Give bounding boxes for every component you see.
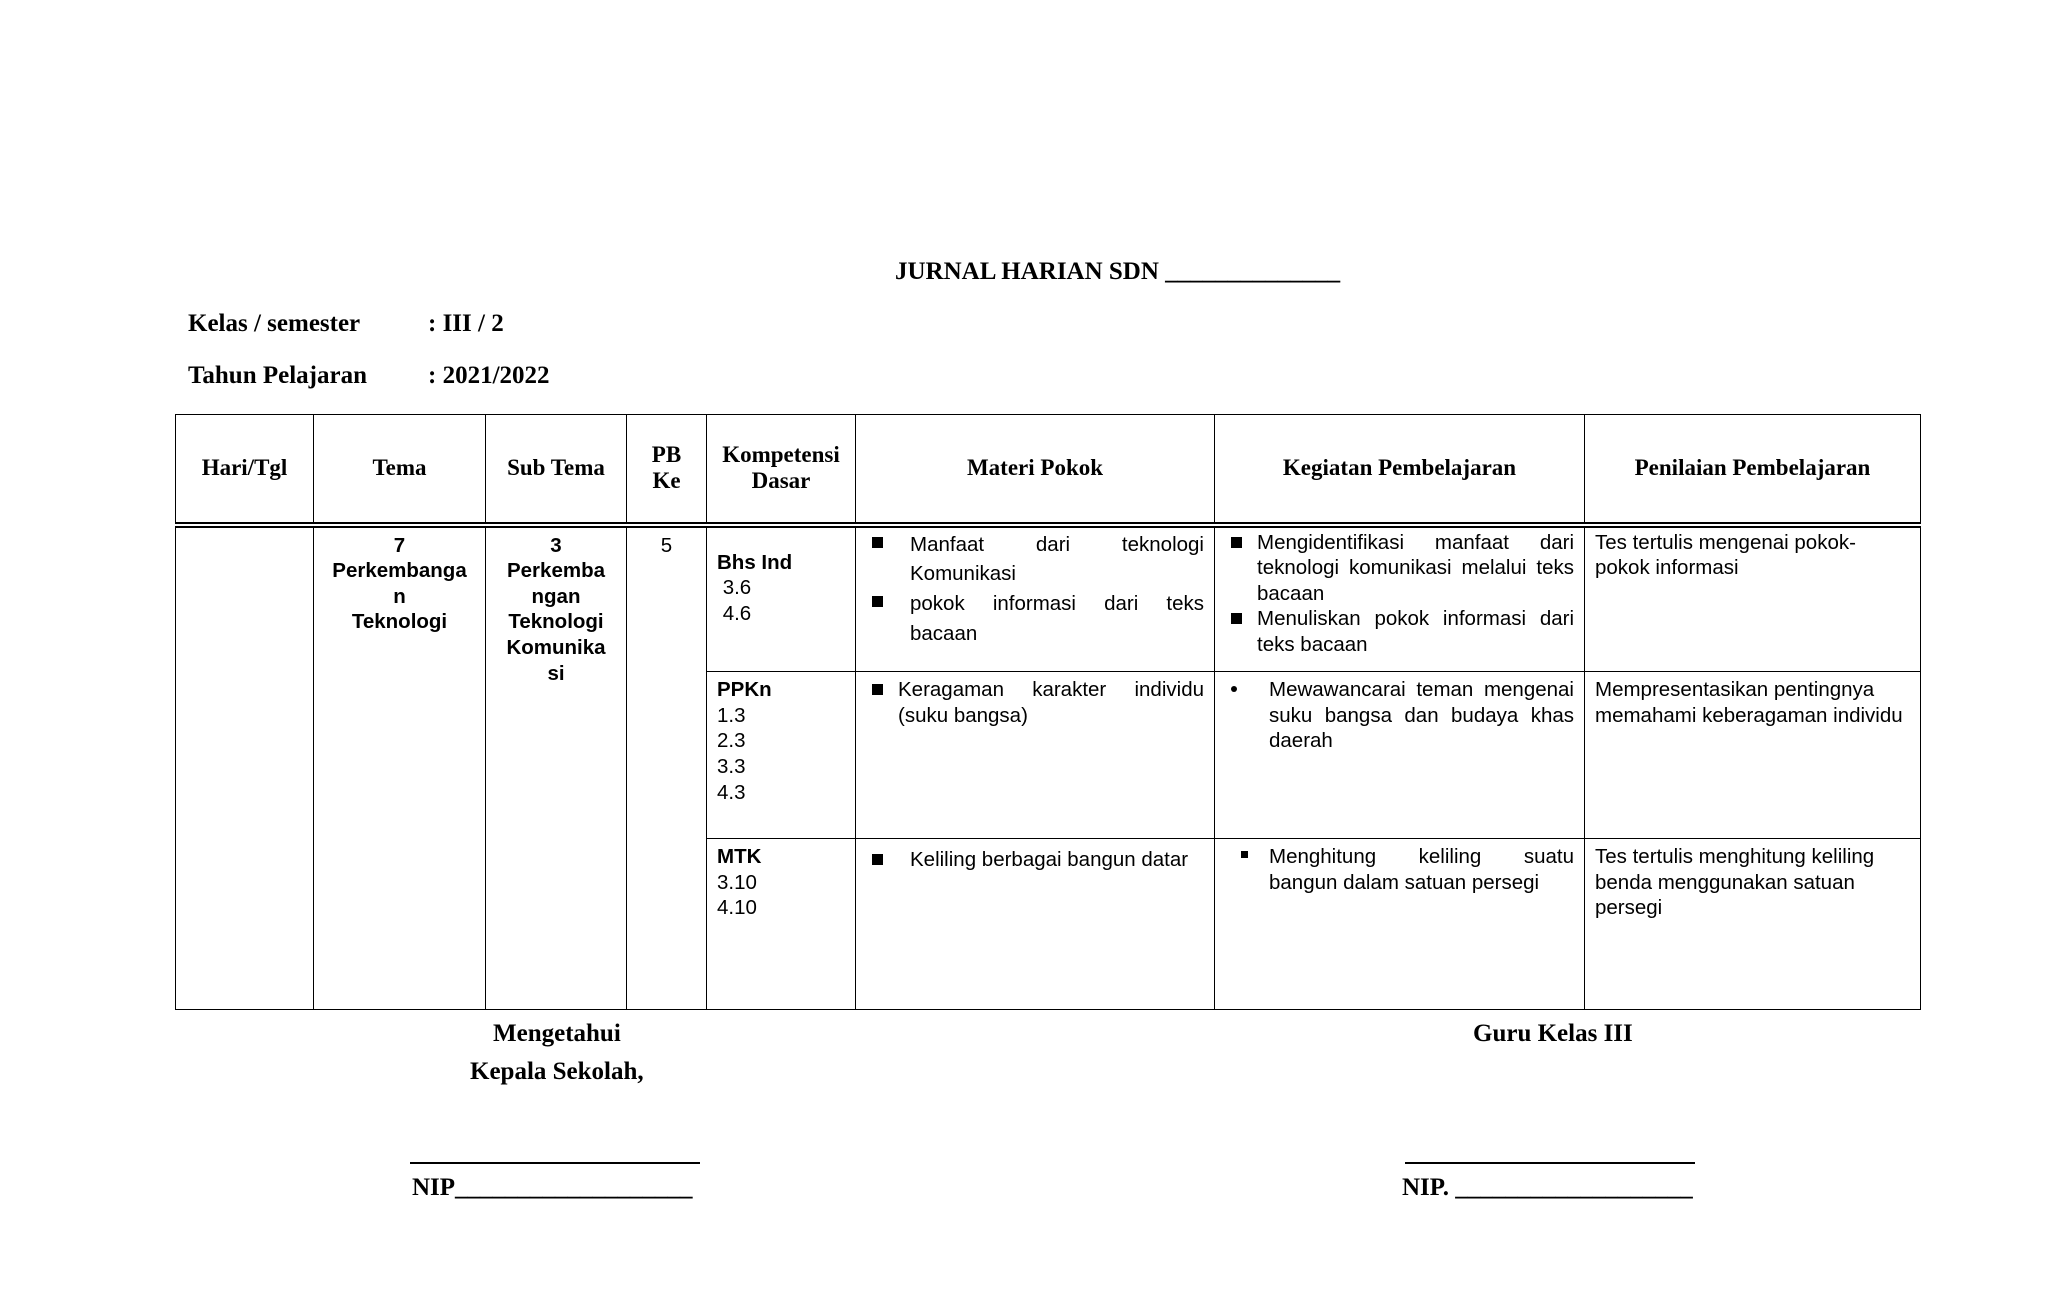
kd-code: 4.10 xyxy=(717,896,757,920)
tema-number: 7 xyxy=(393,533,406,557)
header-kd-line2: Dasar xyxy=(751,468,811,494)
list-item: Menuliskan pokok informasi dari teks bacaan xyxy=(1225,606,1574,657)
subtema-number: 3 xyxy=(550,533,562,557)
document-title: JURNAL HARIAN SDN ______________ xyxy=(895,258,1341,285)
hari-cell xyxy=(176,525,314,1010)
right-nip: NIP. ___________________ xyxy=(1402,1174,1693,1201)
kegiatan-cell xyxy=(1215,525,1585,672)
header-pb xyxy=(627,415,707,525)
kd-code: 3.6 xyxy=(717,576,752,600)
kd-code: 2.3 xyxy=(717,729,746,753)
header-pb-line2: Ke xyxy=(652,468,681,494)
list-item: Menghitung keliling suatu bangun dalam satuan persegi xyxy=(1225,844,1574,895)
tema-cell xyxy=(314,525,486,1010)
table-row xyxy=(176,525,1921,672)
kd-cell xyxy=(707,839,856,1010)
tema-name-line1: Perkembanga xyxy=(332,559,467,583)
list-item: Mengidentifikasi manfaat dari teknologi komunikasi melalui teks bacaan xyxy=(1225,530,1574,607)
jurnal-table xyxy=(175,414,1921,1010)
left-nip: NIP___________________ xyxy=(412,1174,693,1201)
kd-code: 3.10 xyxy=(717,870,757,894)
subtema-line2: ngan xyxy=(531,584,581,608)
kepala-sekolah-label: Kepala Sekolah, xyxy=(470,1058,644,1085)
kd-code: 3.3 xyxy=(717,754,746,778)
tahun-label: Tahun Pelajaran xyxy=(188,362,367,389)
header-kegiatan: Kegiatan Pembelajaran xyxy=(1215,415,1585,525)
list-item: Keliling berbagai bangun datar xyxy=(866,847,1204,873)
list-item: Mewawancarai teman mengenai suku bangsa dan budaya khas daerah xyxy=(1225,677,1574,754)
penilaian-cell: Tes tertulis mengenai pokok-pokok informasi xyxy=(1585,525,1921,672)
materi-cell xyxy=(856,525,1215,672)
header-pb-line1: PB xyxy=(651,441,682,467)
list-item: pokok informasi dari teks bacaan xyxy=(866,589,1204,648)
kd-subject: PPKn xyxy=(717,678,772,701)
list-item: Keragaman karakter individu (suku bangsa) xyxy=(866,677,1204,728)
kegiatan-cell xyxy=(1215,672,1585,839)
kd-subject: Bhs Ind xyxy=(717,550,793,574)
kd-cell xyxy=(707,672,856,839)
tahun-value: : 2021/2022 xyxy=(428,362,550,389)
kelas-value: : III / 2 xyxy=(428,310,504,337)
kd-code: 4.6 xyxy=(717,601,752,625)
kd-code: 1.3 xyxy=(717,703,746,727)
kd-subject: MTK xyxy=(717,845,762,868)
subtema-line4: Komunika xyxy=(506,636,606,659)
kelas-label: Kelas / semester xyxy=(188,310,361,337)
header-materi: Materi Pokok xyxy=(856,415,1215,525)
tema-name-line2: n xyxy=(393,584,406,608)
header-penilaian: Penilaian Pembelajaran xyxy=(1585,415,1921,525)
left-signature-line xyxy=(410,1162,700,1164)
right-signature-line xyxy=(1405,1162,1695,1164)
header-hari: Hari/Tgl xyxy=(176,415,314,525)
materi-cell xyxy=(856,839,1215,1010)
pb-cell: 5 xyxy=(627,525,707,1010)
header-kd-line1: Kompetensi xyxy=(722,441,840,467)
list-item: Manfaat dari teknologi Komunikasi xyxy=(866,530,1204,589)
tema-name-line3: Teknologi xyxy=(351,610,448,634)
header-kd xyxy=(707,415,856,525)
kegiatan-cell xyxy=(1215,839,1585,1010)
penilaian-cell: Tes tertulis menghitung keliling benda menggunakan satuan persegi xyxy=(1585,839,1921,1010)
materi-cell xyxy=(856,672,1215,839)
kd-code: 4.3 xyxy=(717,780,746,804)
subtema-cell xyxy=(486,525,627,1010)
subtema-line5: si xyxy=(547,661,565,685)
kd-cell xyxy=(707,525,856,672)
subtema-line3: Teknologi xyxy=(508,610,604,634)
guru-kelas-label: Guru Kelas III xyxy=(1473,1020,1633,1047)
header-tema: Tema xyxy=(314,415,486,525)
subtema-line1: Perkemba xyxy=(506,559,605,583)
table-header-row xyxy=(176,415,1921,525)
header-subtema: Sub Tema xyxy=(486,415,627,525)
mengetahui-label: Mengetahui xyxy=(493,1020,621,1047)
penilaian-cell: Mempresentasikan pentingnya memahami keberagaman individu xyxy=(1585,672,1921,839)
